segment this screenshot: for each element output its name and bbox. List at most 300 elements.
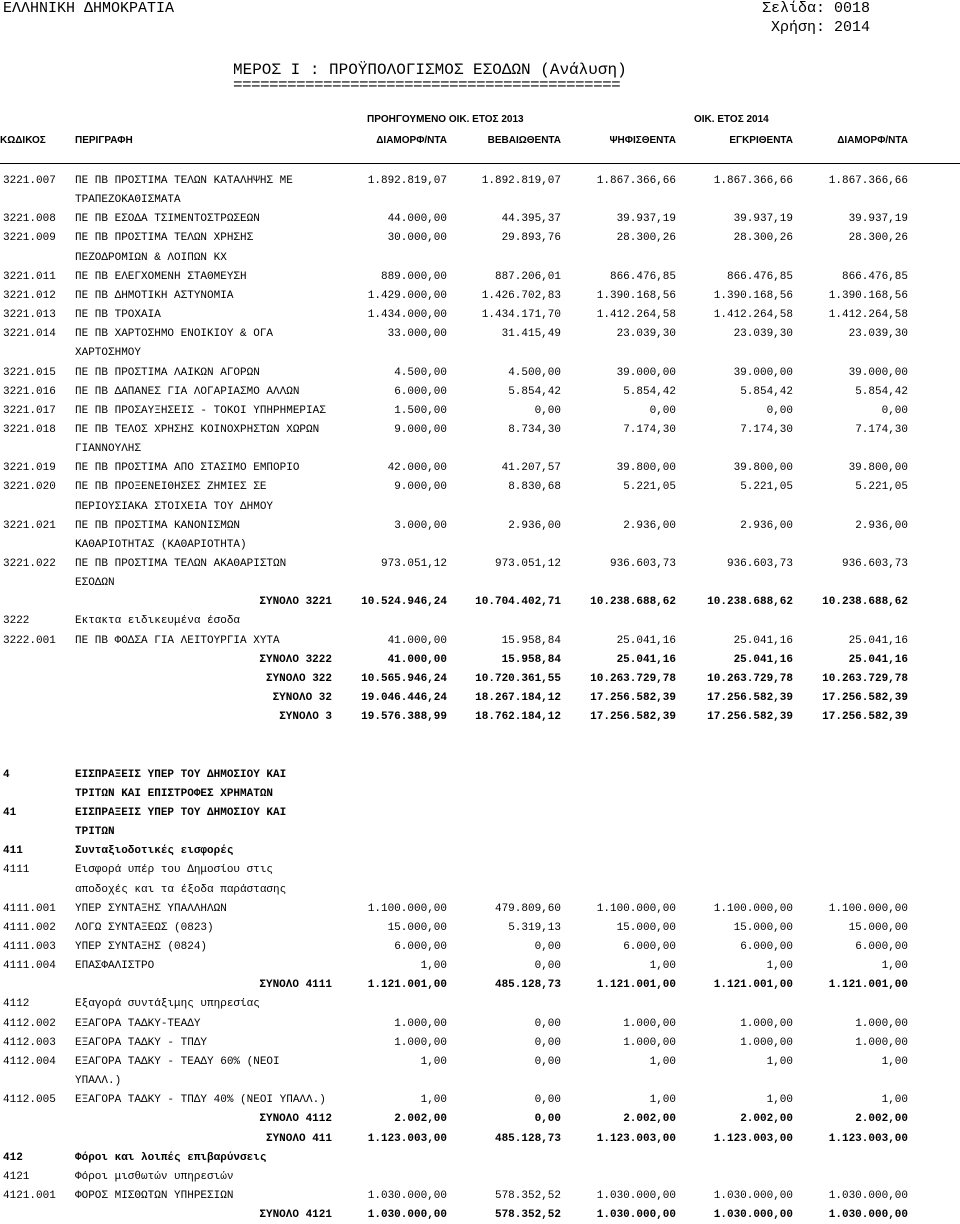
row-description: ΠΕ ΠΒ ΠΡΟΣΤΙΜΑ ΑΠΟ ΣΤΑΣΙΜΟ ΕΜΠΟΡΙΟ	[75, 462, 300, 475]
approved-value: 866.476,85	[726, 270, 793, 283]
total-row	[0, 976, 960, 994]
total-row	[0, 1206, 960, 1224]
table-row	[0, 632, 960, 650]
prev-modified-value: 1.121.001,00	[367, 979, 447, 992]
curr-modified-value: 936.603,73	[841, 558, 908, 570]
table-row	[0, 1187, 960, 1205]
column-group-current-year: ΟΙΚ. ΕΤΟΣ 2014	[694, 114, 769, 125]
voted-value: 7.174,30	[623, 423, 676, 436]
approved-value: 1.100.000,00	[713, 902, 793, 915]
prev-modified-value: 1.000,00	[394, 1017, 447, 1030]
row-description: ΠΕΖΟΔΡΟΜΙΩΝ & ΛΟΙΠΩΝ ΚΧ	[75, 251, 227, 264]
certified-value: 31.415,49	[501, 328, 561, 341]
approved-value: 2.936,00	[740, 519, 793, 532]
table-row	[0, 306, 960, 324]
row-description: ΕΣΟΔΩΝ	[75, 577, 115, 590]
curr-modified-value: 1.000,00	[855, 1017, 908, 1030]
prev-modified-value: 44.000,00	[387, 213, 447, 226]
table-row	[0, 1168, 960, 1186]
prev-modified-value: 9.000,00	[394, 481, 447, 494]
prev-modified-value: 4.500,00	[394, 366, 447, 379]
table-row	[0, 919, 960, 937]
row-description: ΠΕ ΠΒ ΧΑΡΤΟΣΗΜΟ ΕΝΟΙΚΙΟΥ & ΟΓΑ	[75, 328, 274, 341]
title-underline: ===========================================	[233, 76, 621, 94]
row-description: ΥΠΑΛΛ.)	[75, 1075, 122, 1088]
curr-modified-value: 10.238.688,62	[822, 596, 908, 609]
table-row	[0, 268, 960, 286]
certified-value: 578.352,52	[494, 1189, 561, 1202]
prev-modified-value: 6.000,00	[394, 941, 447, 953]
prev-modified-value: 1.030.000,00	[367, 1189, 447, 1202]
voted-value: 1.000,00	[623, 1036, 676, 1049]
curr-modified-value: 1.867.366,66	[828, 175, 908, 187]
row-description: ΦΟΡΟΣ ΜΙΣΘΩΤΩΝ ΥΠΗΡΕΣΙΩΝ	[75, 1189, 234, 1202]
table-row	[0, 517, 960, 535]
row-description: Φόροι και λοιπές επιβαρύνσεις	[75, 1151, 267, 1164]
table-row	[0, 612, 960, 630]
approved-value: 25.041,16	[733, 634, 793, 647]
fiscal-year: Χρήση: 2014	[770, 19, 870, 36]
total-label: ΣΥΝΟΛΟ 3221	[259, 596, 332, 609]
voted-value: 1,00	[649, 1055, 676, 1068]
prev-modified-value: 9.000,00	[394, 423, 447, 436]
row-description: ΠΕ ΠΒ ΔΑΠΑΝΕΣ ΓΙΑ ΛΟΓΑΡΙΑΣΜΟ ΑΛΛΩΝ	[75, 385, 300, 398]
row-code: 4111.001	[3, 902, 56, 915]
table-row	[0, 1015, 960, 1033]
curr-modified-value: 1.030.000,00	[828, 1209, 908, 1222]
page-title: ΜΕΡΟΣ Ι : ΠΡΟΫΠΟΛΟΓΙΣΜΟΣ ΕΣΟΔΩΝ (Ανάλυση)	[233, 61, 627, 79]
voted-value: 28.300,26	[616, 232, 676, 245]
curr-modified-value: 1,00	[881, 960, 908, 973]
certified-value: 1.426.702,83	[481, 289, 561, 302]
certified-value: 15.958,84	[501, 634, 561, 647]
row-code: 3221.020	[3, 481, 56, 494]
row-description: ΠΕ ΠΒ ΠΡΟΞΕΝΕΙΘΗΣΕΣ ΖΗΜΙΕΣ ΣΕ	[75, 481, 267, 494]
column-header-code: ΚΩΔΙΚΟΣ	[0, 135, 46, 146]
row-code: 3221.013	[3, 309, 56, 322]
approved-value: 1.412.264,58	[713, 309, 793, 322]
page-number: Σελίδα: 0018	[761, 0, 870, 17]
table-row	[0, 344, 960, 362]
curr-modified-value: 23.039,30	[848, 328, 908, 341]
row-description: ΕΞΑΓΟΡΑ ΤΑΔΚΥ - ΤΕΑΔΥ 60% (ΝΕΟΙ	[75, 1055, 280, 1068]
row-code: 3222	[3, 615, 30, 628]
certified-value: 0,00	[534, 1113, 561, 1126]
table-row	[0, 938, 960, 956]
certified-value: 0,00	[534, 1036, 561, 1049]
row-description: ΤΡΙΤΩΝ	[75, 826, 115, 839]
column-header-voted: ΨΗΦΙΣΘΕΝΤΑ	[609, 135, 676, 146]
approved-value: 936.603,73	[726, 558, 793, 570]
approved-value: 1.867.366,66	[713, 175, 793, 187]
row-description: ΠΕΡΙΟΥΣΙΑΚΑ ΣΤΟΙΧΕΙΑ ΤΟΥ ΔΗΜΟΥ	[75, 500, 274, 513]
row-description: ΥΠΕΡ ΣΥΝΤΑΞΗΣ (0824)	[75, 941, 208, 953]
header-divider	[0, 163, 960, 164]
row-description: Εκτακτα ειδικευμένα έσοδα	[75, 615, 241, 628]
row-description: ΕΙΣΠΡΑΞΕΙΣ ΥΠΕΡ ΤΟΥ ΔΗΜΟΣΙΟΥ ΚΑΙ	[75, 806, 287, 819]
table-row	[0, 440, 960, 458]
column-header-prev-modified: ΔΙΑΜΟΡΦ/ΝΤΑ	[376, 135, 447, 146]
row-code: 3221.018	[3, 423, 56, 436]
row-code: 3221.012	[3, 289, 56, 302]
voted-value: 1,00	[649, 1094, 676, 1107]
voted-value: 10.238.688,62	[590, 596, 676, 609]
approved-value: 0,00	[766, 404, 793, 417]
voted-value: 2.002,00	[623, 1113, 676, 1126]
row-description: ΧΑΡΤΟΣΗΜΟΥ	[75, 347, 142, 360]
certified-value: 15.958,84	[501, 653, 561, 666]
row-code: 3221.016	[3, 385, 56, 398]
certified-value: 41.207,57	[501, 462, 561, 475]
voted-value: 936.603,73	[609, 558, 676, 570]
certified-value: 0,00	[534, 960, 561, 973]
approved-value: 10.263.729,78	[707, 672, 793, 685]
table-row	[0, 785, 960, 803]
table-row	[0, 574, 960, 592]
table-row	[0, 287, 960, 305]
prev-modified-value: 1.434.000,00	[367, 309, 447, 322]
row-code: 3221.007	[3, 175, 56, 187]
prev-modified-value: 19.576.388,99	[361, 711, 447, 724]
row-description: Συνταξιοδοτικές εισφορές	[75, 845, 234, 858]
row-description: ΠΕ ΠΒ ΕΣΟΔΑ ΤΣΙΜΕΝΤΟΣΤΡΩΣΕΩΝ	[75, 213, 260, 226]
voted-value: 1.867.366,66	[596, 175, 676, 187]
prev-modified-value: 1.500,00	[394, 404, 447, 417]
row-code: 4112.004	[3, 1055, 56, 1068]
voted-value: 10.263.729,78	[590, 672, 676, 685]
certified-value: 5.854,42	[508, 385, 561, 398]
voted-value: 2.936,00	[623, 519, 676, 532]
row-description: ΓΙΑΝΝΟΥΛΗΣ	[75, 443, 142, 456]
curr-modified-value: 866.476,85	[841, 270, 908, 283]
curr-modified-value: 1.000,00	[855, 1036, 908, 1049]
approved-value: 23.039,30	[733, 328, 793, 341]
certified-value: 4.500,00	[508, 366, 561, 379]
approved-value: 28.300,26	[733, 232, 793, 245]
row-code: 3221.014	[3, 328, 56, 341]
table-row	[0, 766, 960, 784]
voted-value: 1.123.003,00	[596, 1132, 676, 1145]
voted-value: 1.412.264,58	[596, 309, 676, 322]
row-code: 3222.001	[3, 634, 56, 647]
table-row	[0, 1149, 960, 1167]
certified-value: 0,00	[534, 941, 561, 953]
curr-modified-value: 1.121.001,00	[828, 979, 908, 992]
row-code: 4	[3, 768, 10, 781]
prev-modified-value: 1.030.000,00	[367, 1209, 447, 1222]
curr-modified-value: 1.100.000,00	[828, 902, 908, 915]
curr-modified-value: 0,00	[881, 404, 908, 417]
table-row	[0, 459, 960, 477]
row-description: ΠΕ ΠΒ ΕΛΕΓΧΟΜΕΝΗ ΣΤΑΘΜΕΥΣΗ	[75, 270, 247, 283]
approved-value: 5.854,42	[740, 385, 793, 398]
total-row	[0, 593, 960, 611]
voted-value: 0,00	[649, 404, 676, 417]
prev-modified-value: 889.000,00	[380, 270, 447, 283]
approved-value: 15.000,00	[733, 921, 793, 934]
curr-modified-value: 17.256.582,39	[822, 711, 908, 724]
prev-modified-value: 3.000,00	[394, 519, 447, 532]
certified-value: 18.267.184,12	[475, 692, 561, 705]
approved-value: 1.000,00	[740, 1017, 793, 1030]
certified-value: 1.434.171,70	[481, 309, 561, 322]
total-label: ΣΥΝΟΛΟ 4111	[259, 979, 332, 992]
certified-value: 485.128,73	[494, 979, 561, 992]
row-description: ΕΞΑΓΟΡΑ ΤΑΔΚΥ - ΤΠΔΥ 40% (ΝΕΟΙ ΥΠΑΛΛ.)	[75, 1094, 326, 1107]
curr-modified-value: 2.936,00	[855, 519, 908, 532]
row-code: 3221.015	[3, 366, 56, 379]
approved-value: 1.390.168,56	[713, 289, 793, 302]
voted-value: 1.030.000,00	[596, 1209, 676, 1222]
state-name: ΕΛΛΗΝΙΚΗ ΔΗΜΟΚΡΑΤΙΑ	[3, 0, 175, 17]
row-description: Εισφορά υπέρ του Δημοσίου στις	[75, 864, 274, 877]
certified-value: 8.734,30	[508, 423, 561, 436]
row-code: 4121	[3, 1170, 30, 1183]
certified-value: 10.720.361,55	[475, 672, 561, 685]
curr-modified-value: 28.300,26	[848, 232, 908, 245]
prev-modified-value: 10.524.946,24	[361, 596, 447, 609]
row-code: 3221.022	[3, 558, 56, 570]
approved-value: 1.030.000,00	[713, 1209, 793, 1222]
voted-value: 1.390.168,56	[596, 289, 676, 302]
prev-modified-value: 973.051,12	[380, 558, 447, 570]
prev-modified-value: 33.000,00	[387, 328, 447, 341]
curr-modified-value: 2.002,00	[855, 1113, 908, 1126]
total-label: ΣΥΝΟΛΟ 32	[272, 692, 332, 705]
row-description: ΤΡΙΤΩΝ ΚΑΙ ΕΠΙΣΤΡΟΦΕΣ ΧΡΗΜΑΤΩΝ	[75, 787, 274, 800]
row-description: Φόροι μισθωτών υπηρεσιών	[75, 1170, 234, 1183]
row-code: 4112	[3, 998, 30, 1011]
certified-value: 5.319,13	[508, 921, 561, 934]
approved-value: 1.000,00	[740, 1036, 793, 1049]
table-row	[0, 402, 960, 420]
certified-value: 578.352,52	[494, 1209, 561, 1222]
certified-value: 10.704.402,71	[475, 596, 561, 609]
certified-value: 29.893,76	[501, 232, 561, 245]
curr-modified-value: 7.174,30	[855, 423, 908, 436]
prev-modified-value: 1.000,00	[394, 1036, 447, 1049]
table-row	[0, 1053, 960, 1071]
table-row	[0, 421, 960, 439]
row-description: ΠΕ ΠΒ ΠΡΟΣΤΙΜΑ ΛΑΙΚΩΝ ΑΓΟΡΩΝ	[75, 366, 260, 379]
total-label: ΣΥΝΟΛΟ 4112	[259, 1113, 332, 1126]
row-description: ΚΑΘΑΡΙΟΤΗΤΑΣ (ΚΑΘΑΡΙΟΤΗΤΑ)	[75, 538, 247, 551]
approved-value: 39.937,19	[733, 213, 793, 226]
voted-value: 1.030.000,00	[596, 1189, 676, 1202]
table-row	[0, 498, 960, 516]
prev-modified-value: 41.000,00	[387, 634, 447, 647]
certified-value: 0,00	[534, 404, 561, 417]
table-row	[0, 210, 960, 228]
prev-modified-value: 1.100.000,00	[367, 902, 447, 915]
prev-modified-value: 10.565.946,24	[361, 672, 447, 685]
approved-value: 1.123.003,00	[713, 1132, 793, 1145]
row-code: 3221.017	[3, 404, 56, 417]
row-code: 4111.003	[3, 941, 56, 953]
table-row	[0, 383, 960, 401]
curr-modified-value: 5.221,05	[855, 481, 908, 494]
table-row	[0, 191, 960, 209]
approved-value: 39.800,00	[733, 462, 793, 475]
certified-value: 1.892.819,07	[481, 175, 561, 187]
certified-value: 8.830,68	[508, 481, 561, 494]
curr-modified-value: 1.123.003,00	[828, 1132, 908, 1145]
approved-value: 1,00	[766, 960, 793, 973]
prev-modified-value: 6.000,00	[394, 385, 447, 398]
prev-modified-value: 1,00	[420, 1055, 447, 1068]
table-row	[0, 1091, 960, 1109]
row-code: 4111	[3, 864, 30, 877]
row-description: ΠΕ ΠΒ ΔΗΜΟΤΙΚΗ ΑΣΤΥΝΟΜΙΑ	[75, 289, 234, 302]
column-group-prev-year: ΠΡΟΗΓΟΥΜΕΝΟ ΟΙΚ. ΕΤΟΣ 2013	[367, 114, 524, 125]
prev-modified-value: 1.892.819,07	[367, 175, 447, 187]
approved-value: 6.000,00	[740, 941, 793, 953]
row-description: ΠΕ ΠΒ ΠΡΟΣΤΙΜΑ ΤΕΛΩΝ ΑΚΑΘΑΡΙΣΤΩΝ	[75, 558, 287, 570]
total-row	[0, 670, 960, 688]
certified-value: 485.128,73	[494, 1132, 561, 1145]
total-row	[0, 1130, 960, 1148]
approved-value: 5.221,05	[740, 481, 793, 494]
approved-value: 1,00	[766, 1094, 793, 1107]
curr-modified-value: 39.800,00	[848, 462, 908, 475]
prev-modified-value: 19.046.446,24	[361, 692, 447, 705]
voted-value: 5.854,42	[623, 385, 676, 398]
row-description: ΠΕ ΠΒ ΠΡΟΣΤΙΜΑ ΤΕΛΩΝ ΧΡΗΣΗΣ	[75, 232, 254, 245]
row-description: ΠΕ ΠΒ ΠΡΟΣΑΥΞΗΣΕΙΣ - ΤΟΚΟΙ ΥΠΗΡΗΜΕΡΙΑΣ	[75, 404, 326, 417]
row-code: 3221.009	[3, 232, 56, 245]
prev-modified-value: 1.429.000,00	[367, 289, 447, 302]
certified-value: 0,00	[534, 1094, 561, 1107]
approved-value: 7.174,30	[740, 423, 793, 436]
curr-modified-value: 1,00	[881, 1094, 908, 1107]
voted-value: 6.000,00	[623, 941, 676, 953]
total-label: ΣΥΝΟΛΟ 4121	[259, 1209, 332, 1222]
prev-modified-value: 30.000,00	[387, 232, 447, 245]
row-code: 4121.001	[3, 1189, 56, 1202]
curr-modified-value: 39.000,00	[848, 366, 908, 379]
table-row	[0, 957, 960, 975]
curr-modified-value: 1.390.168,56	[828, 289, 908, 302]
table-row	[0, 1072, 960, 1090]
curr-modified-value: 15.000,00	[848, 921, 908, 934]
row-description: ΥΠΕΡ ΣΥΝΤΑΞΗΣ ΥΠΑΛΛΗΛΩΝ	[75, 902, 227, 915]
voted-value: 39.000,00	[616, 366, 676, 379]
table-row	[0, 861, 960, 879]
certified-value: 479.809,60	[494, 902, 561, 915]
row-code: 3221.008	[3, 213, 56, 226]
table-row	[0, 1034, 960, 1052]
certified-value: 0,00	[534, 1017, 561, 1030]
row-code: 4112.003	[3, 1036, 56, 1049]
row-description: αποδοχές και τα έξοδα παράστασης	[75, 883, 287, 896]
certified-value: 0,00	[534, 1055, 561, 1068]
row-description: ΕΞΑΓΟΡΑ ΤΑΔΚΥ-ΤΕΑΔΥ	[75, 1017, 201, 1030]
row-code: 3221.021	[3, 519, 56, 532]
column-header-description: ΠΕΡΙΓΡΑΦΗ	[75, 135, 133, 146]
certified-value: 44.395,37	[501, 213, 561, 226]
certified-value: 973.051,12	[494, 558, 561, 570]
approved-value: 1.030.000,00	[713, 1189, 793, 1202]
total-label: ΣΥΝΟΛΟ 322	[265, 672, 332, 685]
approved-value: 1.121.001,00	[713, 979, 793, 992]
row-description: ΕΞΑΓΟΡΑ ΤΑΔΚΥ - ΤΠΔΥ	[75, 1036, 208, 1049]
voted-value: 39.800,00	[616, 462, 676, 475]
table-row	[0, 172, 960, 190]
row-code: 41	[3, 806, 17, 819]
voted-value: 23.039,30	[616, 328, 676, 341]
row-description: ΠΕ ΠΒ ΤΡΟΧΑΙΑ	[75, 309, 161, 322]
table-row	[0, 364, 960, 382]
approved-value: 2.002,00	[740, 1113, 793, 1126]
row-description: ΕΙΣΠΡΑΞΕΙΣ ΥΠΕΡ ΤΟΥ ΔΗΜΟΣΙΟΥ ΚΑΙ	[75, 768, 287, 781]
prev-modified-value: 2.002,00	[394, 1113, 447, 1126]
table-row	[0, 249, 960, 267]
table-row	[0, 478, 960, 496]
voted-value: 17.256.582,39	[590, 711, 676, 724]
total-row	[0, 651, 960, 669]
table-row	[0, 536, 960, 554]
table-row	[0, 900, 960, 918]
row-code: 4111.002	[3, 921, 56, 934]
table-row	[0, 747, 960, 765]
voted-value: 1,00	[649, 960, 676, 973]
voted-value: 39.937,19	[616, 213, 676, 226]
voted-value: 866.476,85	[609, 270, 676, 283]
curr-modified-value: 17.256.582,39	[822, 692, 908, 705]
row-description: Εξαγορά συντάξιμης υπηρεσίας	[75, 998, 260, 1011]
row-code: 412	[3, 1151, 23, 1164]
prev-modified-value: 41.000,00	[387, 653, 447, 666]
row-code: 411	[3, 845, 23, 858]
curr-modified-value: 1.030.000,00	[828, 1189, 908, 1202]
curr-modified-value: 1,00	[881, 1055, 908, 1068]
voted-value: 25.041,16	[616, 634, 676, 647]
table-row	[0, 555, 960, 573]
row-code: 4111.004	[3, 960, 56, 973]
row-description: ΛΟΓΩ ΣΥΝΤΑΞΕΩΣ (0823)	[75, 921, 214, 934]
total-row	[0, 708, 960, 726]
table-row	[0, 881, 960, 899]
total-row	[0, 689, 960, 707]
curr-modified-value: 6.000,00	[855, 941, 908, 953]
prev-modified-value: 1.123.003,00	[367, 1132, 447, 1145]
certified-value: 2.936,00	[508, 519, 561, 532]
approved-value: 17.256.582,39	[707, 692, 793, 705]
row-code: 3221.019	[3, 462, 56, 475]
row-code: 4112.005	[3, 1094, 56, 1107]
curr-modified-value: 39.937,19	[848, 213, 908, 226]
prev-modified-value: 1,00	[420, 1094, 447, 1107]
curr-modified-value: 5.854,42	[855, 385, 908, 398]
curr-modified-value: 25.041,16	[848, 634, 908, 647]
row-code: 4112.002	[3, 1017, 56, 1030]
column-header-approved: ΕΓΚΡΙΘΕΝΤΑ	[729, 135, 793, 146]
voted-value: 1.000,00	[623, 1017, 676, 1030]
column-header-curr-modified: ΔΙΑΜΟΡΦ/ΝΤΑ	[837, 135, 908, 146]
voted-value: 5.221,05	[623, 481, 676, 494]
total-label: ΣΥΝΟΛΟ 411	[265, 1132, 332, 1145]
total-label: ΣΥΝΟΛΟ 3	[279, 711, 332, 724]
total-label: ΣΥΝΟΛΟ 3222	[259, 653, 332, 666]
approved-value: 25.041,16	[733, 653, 793, 666]
column-header-certified: ΒΕΒΑΙΩΘΕΝΤΑ	[487, 135, 561, 146]
voted-value: 17.256.582,39	[590, 692, 676, 705]
row-description: ΕΠΑΣΦΑΛΙΣΤΡΟ	[75, 960, 155, 973]
total-row	[0, 1110, 960, 1128]
approved-value: 1,00	[766, 1055, 793, 1068]
table-row	[0, 823, 960, 841]
table-row	[0, 727, 960, 745]
